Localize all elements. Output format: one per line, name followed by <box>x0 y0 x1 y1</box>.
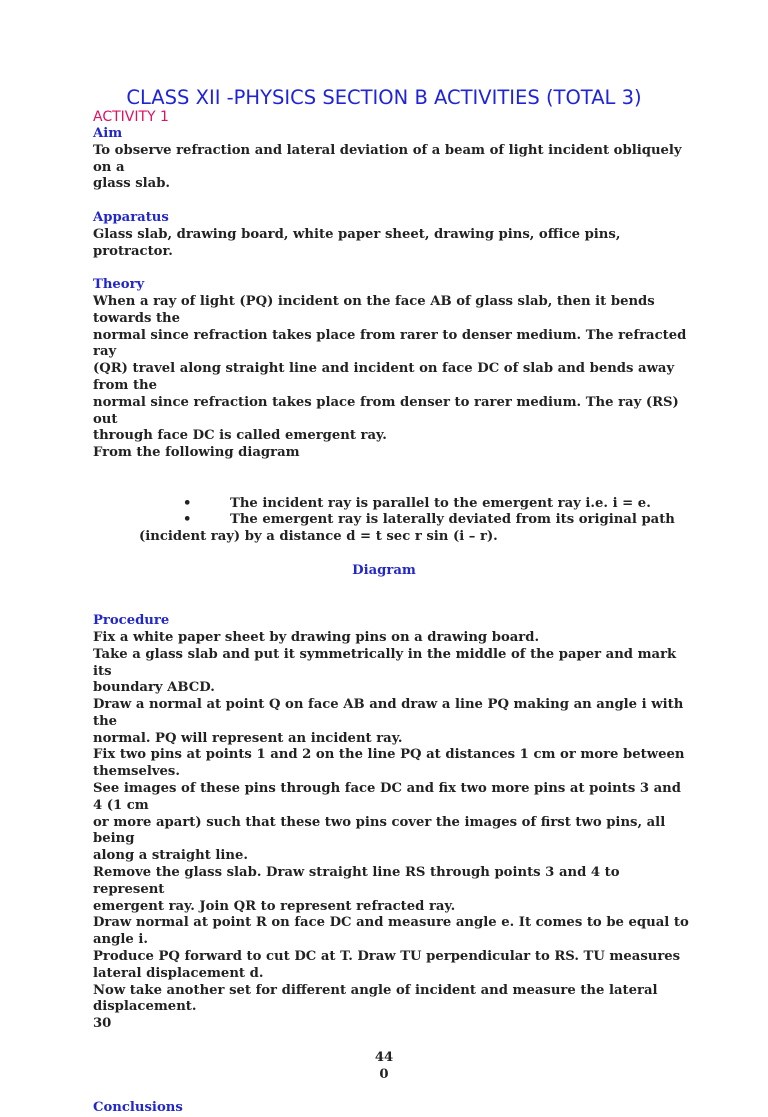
theory-heading: Theory <box>93 277 145 293</box>
procedure-line: Produce PQ forward to cut DC at T. Draw TU perpendicular to RS. TU measures <box>93 949 681 965</box>
aim-line: glass slab. <box>93 176 171 192</box>
bullet-item <box>183 495 693 513</box>
page-number: 44 <box>374 1049 394 1065</box>
document-body <box>93 126 693 1117</box>
diagram-label: Diagram <box>352 562 416 578</box>
apparatus-line: Glass slab, drawing board, white paper sheet, drawing pins, office pins, protractor. <box>93 226 621 259</box>
theory-line: through face DC is called emergent ray. <box>93 428 387 444</box>
procedure-line: Draw normal at point R on face DC and measure angle e. It comes to be equal to angle i. <box>93 915 689 948</box>
bullet-text: The incident ray is parallel to the emergent ray i.e. i = e. <box>230 495 651 511</box>
procedure-line: Remove the glass slab. Draw straight line RS through points 3 and 4 to represent <box>93 865 620 897</box>
apparatus-heading: Apparatus <box>93 209 169 225</box>
bullet-continuation: (incident ray) by a distance d = t sec r sin (i – r). <box>139 529 498 545</box>
theory-line: From the following diagram <box>93 445 300 461</box>
theory-bullet-list <box>93 496 693 546</box>
page-title: CLASS XII -PHYSICS SECTION B ACTIVITIES (TOTAL 3) <box>126 86 642 109</box>
activity-label: ACTIVITY 1 <box>93 109 169 125</box>
theory-line: normal since refraction takes place from rarer to denser medium. The refracted ray <box>93 327 687 360</box>
page-number: 0 <box>379 1066 389 1082</box>
procedure-heading: Procedure <box>93 613 170 629</box>
procedure-line: Draw a normal at point Q on face AB and draw a line PQ making an angle i with the <box>93 697 684 729</box>
procedure-line: along a straight line. <box>93 848 248 864</box>
procedure-line: Fix two pins at points 1 and 2 on the line PQ at distances 1 cm or more between <box>93 747 685 763</box>
procedure-line: normal. PQ will represent an incident ray. <box>93 730 403 746</box>
theory-line: (QR) travel along straight line and incident on face DC of slab and bends away from the <box>93 361 675 393</box>
aim-line: To observe refraction and lateral deviation of a beam of light incident obliquely on a <box>93 142 682 175</box>
procedure-line: emergent ray. Join QR to represent refracted ray. <box>93 898 456 914</box>
theory-line: normal since refraction takes place from denser to rarer medium. The ray (RS) out <box>93 394 679 427</box>
procedure-line: See images of these pins through face DC and fix two more pins at points 3 and 4 (1 cm <box>93 781 681 813</box>
procedure-line: or more apart) such that these two pins cover the images of first two pins, all being <box>93 814 666 847</box>
bullet-text: The emergent ray is laterally deviated from its original path <box>230 512 675 528</box>
aim-heading: Aim <box>93 126 123 141</box>
procedure-line: 30 <box>93 1016 112 1032</box>
bullet-icon: • <box>183 512 192 528</box>
procedure-line: lateral displacement d. <box>93 965 264 981</box>
conclusions-heading: Conclusions <box>93 1100 183 1116</box>
procedure-line: Now take another set for different angle of incident and measure the lateral <box>93 982 658 998</box>
procedure-line: displacement. <box>93 999 197 1015</box>
bullet-item <box>183 512 693 529</box>
procedure-line: themselves. <box>93 764 180 780</box>
theory-line: When a ray of light (PQ) incident on the face AB of glass slab, then it bends towards the <box>93 293 655 326</box>
procedure-line: boundary ABCD. <box>93 680 215 696</box>
bullet-icon: • <box>183 495 192 511</box>
procedure-line: Take a glass slab and put it symmetrically in the middle of the paper and mark its <box>93 646 677 679</box>
procedure-line: Fix a white paper sheet by drawing pins on a drawing board. <box>93 629 540 645</box>
